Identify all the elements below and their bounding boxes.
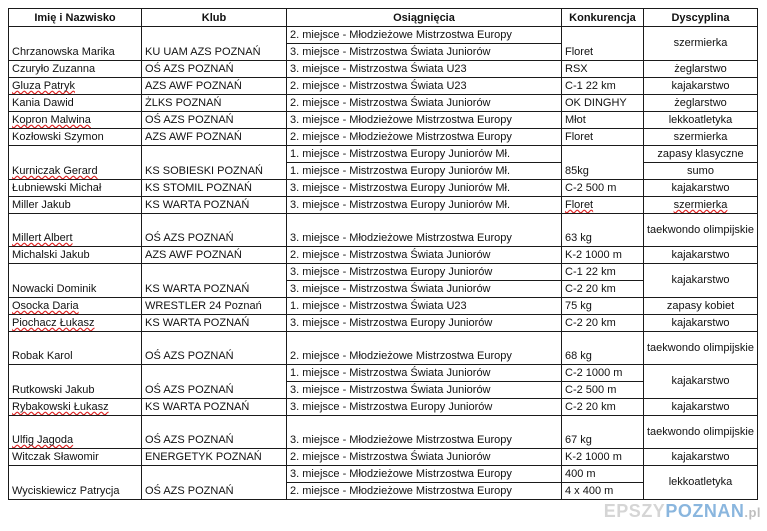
discipline: taekwondo olimpijskie bbox=[644, 332, 758, 365]
discipline: lekkoatletyka bbox=[644, 112, 758, 129]
athlete-club: AZS AWF POZNAŃ bbox=[142, 78, 287, 95]
table-row bbox=[9, 449, 758, 466]
athlete-name: Witczak Sławomir bbox=[9, 449, 142, 466]
achievement: 3. miejsce - Mistrzostwa Świata Juniorów bbox=[287, 281, 562, 298]
athlete-name: Kania Dawid bbox=[9, 95, 142, 112]
discipline: szermierka bbox=[644, 129, 758, 146]
table-row bbox=[9, 27, 758, 44]
athlete-name: Millert Albert bbox=[9, 214, 142, 247]
competition: Floret bbox=[562, 129, 644, 146]
athlete-name: Nowacki Dominik bbox=[9, 264, 142, 298]
achievement: 3. miejsce - Mistrzostwa Świata Juniorów bbox=[287, 382, 562, 399]
athlete-club: OŚ AZS POZNAŃ bbox=[142, 416, 287, 449]
athlete-name: Miller Jakub bbox=[9, 197, 142, 214]
table-row bbox=[9, 399, 758, 416]
athlete-club: OŚ AZS POZNAŃ bbox=[142, 214, 287, 247]
achievement: 3. miejsce - Mistrzostwa Europy Juniorów Mł. bbox=[287, 180, 562, 197]
header-row bbox=[9, 9, 758, 27]
athlete-club: OŚ AZS POZNAŃ bbox=[142, 61, 287, 78]
discipline: żeglarstwo bbox=[644, 95, 758, 112]
header-achievements: Osiągnięcia bbox=[287, 9, 562, 27]
competition: 400 m bbox=[562, 466, 644, 483]
table-row bbox=[9, 129, 758, 146]
achievement: 3. miejsce - Mistrzostwa Świata Juniorów bbox=[287, 44, 562, 61]
table-row bbox=[9, 214, 758, 247]
achievement: 2. miejsce - Młodzieżowe Mistrzostwa Europy bbox=[287, 332, 562, 365]
competition: C-2 500 m bbox=[562, 180, 644, 197]
athlete-name: Ulfig Jagoda bbox=[9, 416, 142, 449]
achievement: 2. miejsce - Mistrzostwa Świata Juniorów bbox=[287, 247, 562, 264]
table-row bbox=[9, 95, 758, 112]
achievement: 3. miejsce - Młodzieżowe Mistrzostwa Europy bbox=[287, 416, 562, 449]
table-row bbox=[9, 78, 758, 95]
header-discipline: Dyscyplina bbox=[644, 9, 758, 27]
table-row bbox=[9, 416, 758, 449]
competition: C-2 1000 m bbox=[562, 365, 644, 382]
achievement: 3. miejsce - Mistrzostwa Europy Juniorów bbox=[287, 315, 562, 332]
discipline: zapasy klasyczne bbox=[644, 146, 758, 163]
athlete-name: Gluza Patryk bbox=[9, 78, 142, 95]
athlete-club: AZS AWF POZNAŃ bbox=[142, 247, 287, 264]
table-row bbox=[9, 315, 758, 332]
discipline: kajakarstwo bbox=[644, 365, 758, 399]
athlete-club: KS WARTA POZNAŃ bbox=[142, 399, 287, 416]
competition: OK DINGHY bbox=[562, 95, 644, 112]
discipline: kajakarstwo bbox=[644, 449, 758, 466]
competition: Młot bbox=[562, 112, 644, 129]
discipline: taekwondo olimpijskie bbox=[644, 214, 758, 247]
table-row bbox=[9, 197, 758, 214]
table-row bbox=[9, 332, 758, 365]
achievement: 1. miejsce - Mistrzostwa Europy Juniorów Mł. bbox=[287, 146, 562, 163]
competition: 63 kg bbox=[562, 214, 644, 247]
discipline: kajakarstwo bbox=[644, 315, 758, 332]
athlete-club: AZS AWF POZNAŃ bbox=[142, 129, 287, 146]
competition: K-2 1000 m bbox=[562, 247, 644, 264]
achievement: 1. miejsce - Mistrzostwa Świata U23 bbox=[287, 298, 562, 315]
competition: RSX bbox=[562, 61, 644, 78]
discipline: lekkoatletyka bbox=[644, 466, 758, 500]
achievement: 2. miejsce - Młodzieżowe Mistrzostwa Europy bbox=[287, 483, 562, 500]
athlete-name: Kopron Malwina bbox=[9, 112, 142, 129]
athlete-name: Kurniczak Gerard bbox=[9, 146, 142, 180]
achievement: 2. miejsce - Mistrzostwa Świata U23 bbox=[287, 78, 562, 95]
athlete-club: KS STOMIL POZNAŃ bbox=[142, 180, 287, 197]
discipline: sumo bbox=[644, 163, 758, 180]
discipline: kajakarstwo bbox=[644, 78, 758, 95]
athlete-club: OŚ AZS POZNAŃ bbox=[142, 112, 287, 129]
athlete-name: Michalski Jakub bbox=[9, 247, 142, 264]
athlete-name: Czuryło Zuzanna bbox=[9, 61, 142, 78]
athlete-name: Rybakowski Łukasz bbox=[9, 399, 142, 416]
discipline: żeglarstwo bbox=[644, 61, 758, 78]
competition: 68 kg bbox=[562, 332, 644, 365]
achievement: 1. miejsce - Mistrzostwa Świata Juniorów bbox=[287, 365, 562, 382]
table-row bbox=[9, 112, 758, 129]
achievement: 2. miejsce - Mistrzostwa Świata Juniorów bbox=[287, 449, 562, 466]
watermark-part-1: EPSZY bbox=[603, 501, 666, 521]
athlete-name: Kozłowski Szymon bbox=[9, 129, 142, 146]
athlete-club: KS WARTA POZNAŃ bbox=[142, 315, 287, 332]
table-row bbox=[9, 180, 758, 197]
achievement: 3. miejsce - Mistrzostwa Europy Juniorów bbox=[287, 399, 562, 416]
achievement: 3. miejsce - Młodzieżowe Mistrzostwa Europy bbox=[287, 112, 562, 129]
table-row bbox=[9, 365, 758, 382]
competition: C-2 20 km bbox=[562, 399, 644, 416]
competition: C-1 22 km bbox=[562, 78, 644, 95]
discipline: kajakarstwo bbox=[644, 264, 758, 298]
competition: C-2 20 km bbox=[562, 315, 644, 332]
table-row bbox=[9, 247, 758, 264]
discipline: zapasy kobiet bbox=[644, 298, 758, 315]
competition: 67 kg bbox=[562, 416, 644, 449]
results-table bbox=[8, 8, 758, 500]
discipline: kajakarstwo bbox=[644, 399, 758, 416]
header-competition: Konkurencja bbox=[562, 9, 644, 27]
competition: C-1 22 km bbox=[562, 264, 644, 281]
competition: Floret bbox=[562, 197, 644, 214]
discipline: kajakarstwo bbox=[644, 247, 758, 264]
table-row bbox=[9, 298, 758, 315]
athlete-name: Rutkowski Jakub bbox=[9, 365, 142, 399]
competition: 85kg bbox=[562, 146, 644, 180]
competition: 75 kg bbox=[562, 298, 644, 315]
watermark-part-3: .pl bbox=[744, 505, 761, 520]
results-body bbox=[9, 27, 758, 500]
athlete-club: OŚ AZS POZNAŃ bbox=[142, 332, 287, 365]
athlete-club: KS SOBIESKI POZNAŃ bbox=[142, 146, 287, 180]
competition: 4 x 400 m bbox=[562, 483, 644, 500]
achievement: 2. miejsce - Młodzieżowe Mistrzostwa Europy bbox=[287, 129, 562, 146]
athlete-club: ENERGETYK POZNAŃ bbox=[142, 449, 287, 466]
achievement: 3. miejsce - Młodzieżowe Mistrzostwa Europy bbox=[287, 214, 562, 247]
table-row bbox=[9, 61, 758, 78]
athlete-name: Osocka Daria bbox=[9, 298, 142, 315]
athlete-name: Piochacz Łukasz bbox=[9, 315, 142, 332]
achievement: 2. miejsce - Mistrzostwa Świata Juniorów bbox=[287, 95, 562, 112]
discipline: kajakarstwo bbox=[644, 180, 758, 197]
athlete-club: KS WARTA POZNAŃ bbox=[142, 264, 287, 298]
table-row bbox=[9, 466, 758, 483]
athlete-club: OŚ AZS POZNAŃ bbox=[142, 365, 287, 399]
discipline: szermierka bbox=[644, 27, 758, 61]
table-row bbox=[9, 264, 758, 281]
achievement: 3. miejsce - Mistrzostwa Europy Juniorów bbox=[287, 264, 562, 281]
competition: Floret bbox=[562, 27, 644, 61]
competition: C-2 500 m bbox=[562, 382, 644, 399]
discipline: taekwondo olimpijskie bbox=[644, 416, 758, 449]
header-name: Imię i Nazwisko bbox=[9, 9, 142, 27]
athlete-club: ŻLKS POZNAŃ bbox=[142, 95, 287, 112]
discipline: szermierka bbox=[644, 197, 758, 214]
competition: K-2 1000 m bbox=[562, 449, 644, 466]
athlete-club: OŚ AZS POZNAŃ bbox=[142, 466, 287, 500]
achievement: 3. miejsce - Mistrzostwa Europy Juniorów Mł. bbox=[287, 197, 562, 214]
athlete-name: Chrzanowska Marika bbox=[9, 27, 142, 61]
athlete-club: KU UAM AZS POZNAŃ bbox=[142, 27, 287, 61]
achievement: 2. miejsce - Młodzieżowe Mistrzostwa Europy bbox=[287, 27, 562, 44]
header-club: Klub bbox=[142, 9, 287, 27]
achievement: 3. miejsce - Mistrzostwa Świata U23 bbox=[287, 61, 562, 78]
achievement: 3. miejsce - Młodzieżowe Mistrzostwa Europy bbox=[287, 466, 562, 483]
watermark-logo bbox=[604, 501, 761, 522]
athlete-name: Robak Karol bbox=[9, 332, 142, 365]
watermark-part-2: POZNAN bbox=[665, 501, 745, 521]
athlete-club: KS WARTA POZNAŃ bbox=[142, 197, 287, 214]
table-row bbox=[9, 146, 758, 163]
achievement: 1. miejsce - Mistrzostwa Europy Juniorów Mł. bbox=[287, 163, 562, 180]
athlete-name: Łubniewski Michał bbox=[9, 180, 142, 197]
athlete-club: WRESTLER 24 Poznań bbox=[142, 298, 287, 315]
athlete-name: Wyciskiewicz Patrycja bbox=[9, 466, 142, 500]
competition: C-2 20 km bbox=[562, 281, 644, 298]
